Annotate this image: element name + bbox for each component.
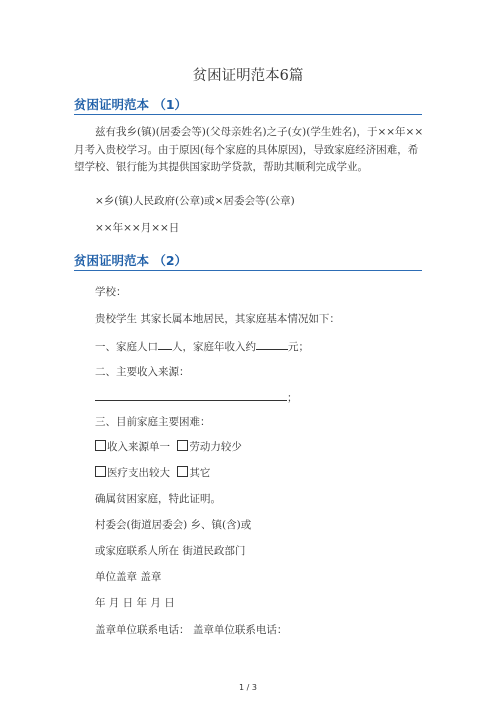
confirm-line: 确属贫困家庭，特此证明。 <box>95 493 221 505</box>
q1-mid: 人，家庭年收入约 <box>172 341 256 353</box>
seal-line: 单位盖章 盖章 <box>95 571 162 583</box>
section-heading-2: 贫困证明范本 （2） <box>74 253 422 271</box>
income-source-fill-line <box>95 389 298 405</box>
organization-line-2: 或家庭联系人所在 街道民政部门 <box>95 545 246 557</box>
income-source-label: 二、主要收入来源： <box>95 366 190 378</box>
option-medical: 医疗支出较大 <box>107 467 170 479</box>
organization-line-1: 村委会(街道居委会) 乡、镇(含)或 <box>95 519 252 531</box>
checkbox-labor[interactable] <box>177 440 188 451</box>
checkbox-other[interactable] <box>177 466 188 477</box>
income-blank <box>256 338 288 350</box>
q1-prefix: 一、家庭人口 <box>95 341 158 353</box>
difficulty-options-row-1 <box>95 439 242 454</box>
household-info-line <box>95 338 309 354</box>
population-blank <box>158 338 172 350</box>
section-1-signer: ×乡(镇)人民政府(公章)或×居委会等(公章) <box>95 195 295 207</box>
page-number: 1 / 3 <box>239 683 257 692</box>
school-salutation: 学校： <box>95 286 127 298</box>
option-income: 收入来源单一 <box>107 441 170 453</box>
date-line: 年 月 日 年 月 日 <box>95 597 175 609</box>
section-1-body: 兹有我乡(镇)(居委会等)(父母亲姓名)之子(女)(学生姓名)，于××年××月考入贵校学习。由于原因(每个家庭的具体原因)，导致家庭经济困难，希望学校、银行能为其提供国家助学贷款，帮助其顺利完成学业。 <box>74 126 424 173</box>
section-1-date: ××年××月××日 <box>95 222 180 234</box>
option-labor: 劳动力较少 <box>189 441 242 453</box>
checkbox-medical[interactable] <box>95 466 106 477</box>
difficulty-options-row-2 <box>95 465 210 480</box>
income-source-blank <box>95 389 287 401</box>
phone-line: 盖章单位联系电话： 盖章单位联系电话： <box>95 624 288 636</box>
intro-line: 贵校学生 其家长属本地居民，其家庭基本情况如下： <box>95 313 340 325</box>
difficulty-label: 三、目前家庭主要困难： <box>95 416 211 428</box>
option-other: 其它 <box>189 467 211 479</box>
section-heading-1: 贫困证明范本 （1） <box>74 97 422 115</box>
q2-end: ； <box>287 392 298 404</box>
checkbox-income[interactable] <box>95 440 106 451</box>
document-title: 贫困证明范本6篇 <box>192 68 304 84</box>
q1-suffix: 元； <box>288 341 309 353</box>
